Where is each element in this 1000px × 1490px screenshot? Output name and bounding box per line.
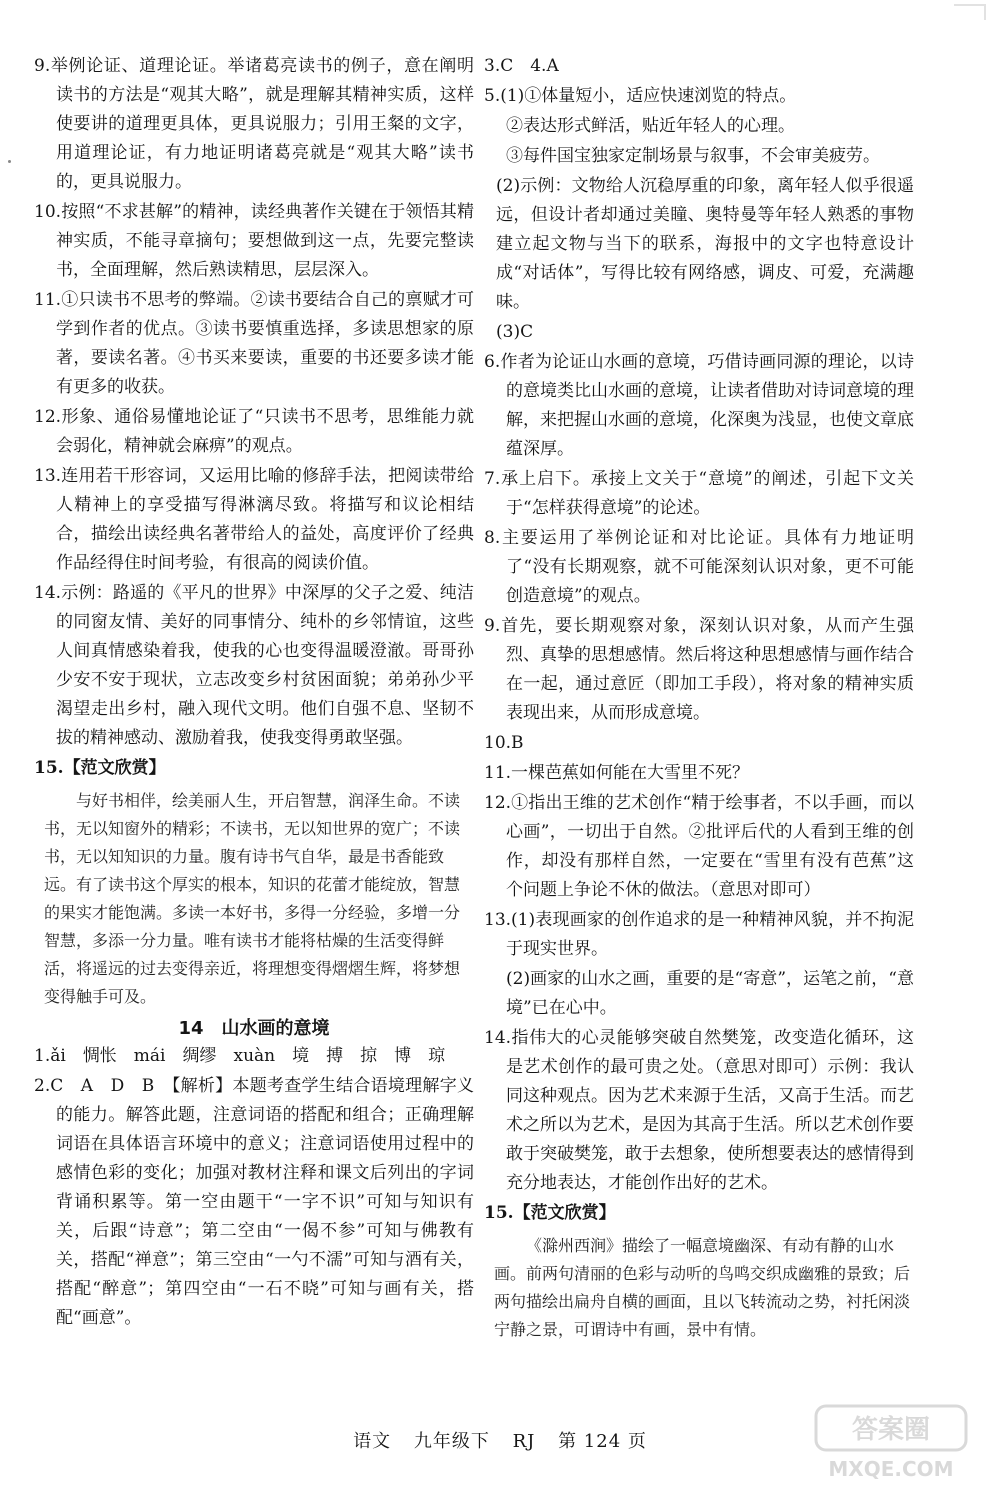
model-essay-poem: 《滁州西涧》描绘了一幅意境幽深、有动有静的山水画。前两句清丽的色彩与动听的鸟鸣交织成幽雅的景致；后两句描绘出扁舟自横的画面，且以飞转流动之势，衬托闲淡宁静之景，可谓诗中有画，景中有情。 (494, 1236, 911, 1339)
answer-12-right: 12.①指出王维的艺术创作“精于绘事者，不以手画，而以心画”，一切出于自然。②批评后代的人看到王维的创作，却没有那样自然，一定要在“雪里有没有芭蕉”这个问题上争论不休的做法。（意思对即可） (484, 793, 914, 900)
answer-15-label: 15.【范文欣赏】 (34, 758, 166, 778)
answer-14: 14.示例：路遥的《平凡的世界》中深厚的父子之爱、纯洁的同窗友情、美好的同事情分、纯朴的乡邻情谊，这些人间真情感染着我，使我的心也变得温暖澄澈。哥哥孙少安不安于现状，立志改变乡村贫困面貌；弟弟孙少平渴望走出乡村，融入现代文明。他们自强不息、坚韧不拔的精神感动、激励着我，使我变得勇敢坚强。 (34, 583, 474, 748)
section-title: 14 山水画的意境 (178, 1018, 330, 1039)
answer-5-3: (3)C (496, 322, 534, 342)
answer-10: 10.按照“不求甚解”的精神，读经典著作关键在于领悟其精神实质，不能寻章摘句；要想做到这一点，先要完整读书，全面理解，然后熟读精思，层层深入。 (34, 202, 474, 280)
footer-subject: 语文 (353, 1431, 392, 1452)
answer-9-right: 9.首先，要长期观察对象，深刻认识对象，从而产生强烈、真挚的思想感情。然后将这种思想感情与画作结合在一起，通过意匠（即加工手段），将对象的精神实质表现出来，从而形成意境。 (484, 616, 914, 723)
section-answer-1: 1.ǎi 惆怅 mái 绸缪 xuàn 境 搏 掠 博 琼 (34, 1046, 446, 1066)
footer-page-number: 第 124 页 (558, 1431, 647, 1452)
answer-10-right: 10.B (484, 733, 524, 753)
answer-15-right-label: 15.【范文欣赏】 (484, 1203, 616, 1223)
answer-11-right: 11.一棵芭蕉如何能在大雪里不死？ (484, 763, 750, 783)
answer-5-1-c: ③每件国宝独家定制场景与叙事，不会审美疲劳。 (506, 146, 880, 166)
answer-13: 13.连用若干形容词，又运用比喻的修辞手法，把阅读带给人精神上的享受描写得淋漓尽致。将描写和议论相结合，描绘出读经典名著带给人的益处，高度评价了经典作品经得住时间考验，有很高的阅读价值。 (34, 466, 474, 573)
left-column (34, 52, 474, 1334)
footer-edition: RJ (512, 1431, 536, 1452)
answer-5-1-b: ②表达形式鲜活，贴近年轻人的心理。 (506, 116, 795, 136)
answer-9: 9.举例论证、道理论证。举诸葛亮读书的例子，意在阐明读书的方法是“观其大略”，就是理解其精神实质，这样使要讲的道理更具体，更具说服力；引用王粲的文字，用道理论证，有力地证明诸葛亮就是“观其大略”读书的，更具说服力。 (34, 56, 474, 192)
answer-14-right: 14.指伟大的心灵能够突破自然樊笼，改变造化循环，这是艺术创作的最可贵之处。（意思对即可）示例：我认同这种观点。因为艺术来源于生活，又高于生活。而艺术之所以为艺术，是因为其高于生活。所以艺术创作要敢于突破樊笼，敢于去想象，使所想要表达的感情得到充分地表达，才能创作出好的艺术。 (484, 1028, 914, 1193)
answer-11: 11.①只读书不思考的弊端。②读书要结合自己的禀赋才可学到作者的优点。③读书要慎重选择，多读思想家的原著，要读名著。④书买来要读，重要的书还要多读才能有更多的收获。 (34, 290, 474, 397)
answer-13-1: 13.(1)表现画家的创作追求的是一种精神风貌，并不拘泥于现实世界。 (484, 910, 914, 959)
answer-12: 12.形象、通俗易懂地论证了“只读书不思考，思维能力就会弱化，精神就会麻痹”的观点。 (34, 407, 474, 456)
corner-mark (954, 4, 986, 20)
answer-3-4: 3.C 4.A (484, 56, 559, 76)
answer-8: 8.主要运用了举例论证和对比论证。具体有力地证明了“没有长期观察，就不可能深刻认识对象，更不可能创造意境”的观点。 (484, 528, 914, 606)
answer-6: 6.作者为论证山水画的意境，巧借诗画同源的理论，以诗的意境类比山水画的意境，让读者借助对诗词意境的理解，来把握山水画的意境，化深奥为浅显，也使文章底蕴深厚。 (484, 352, 914, 459)
answer-13-2: (2)画家的山水之画，重要的是“寄意”，运笔之前，“意境”已在心中。 (506, 969, 914, 1018)
margin-dot (8, 160, 11, 163)
answer-5-1-a: 5.(1)①体量短小，适应快速浏览的特点。 (484, 86, 797, 106)
footer-grade: 九年级下 (413, 1431, 490, 1452)
watermark-text: MXQE.COM (828, 1457, 954, 1481)
watermark-label: 答案圈 (851, 1415, 931, 1445)
right-column (484, 52, 914, 1346)
answer-7: 7.承上启下。承接上文关于“意境”的阐述，引起下文关于“怎样获得意境”的论述。 (484, 469, 914, 518)
model-essay-reading: 与好书相伴，绘美丽人生，开启智慧，润泽生命。不读书，无以知窗外的精彩；不读书，无以知世界的宽广；不读书，无以知知识的力量。腹有诗书气自华，最是书香能致远。有了读书这个厚实的根本，知识的花蕾才能绽放，智慧的果实才能饱满。多读一本好书，多得一分经验，多增一分智慧，多添一分力量。唯有读书才能将枯燥的生活变得鲜活，将遥远的过去变得亲近，将理想变得熠熠生辉，将梦想变得触手可及。 (44, 791, 461, 1006)
section-answer-2: 2.C A D B 【解析】本题考查学生结合语境理解字义的能力。解答此题，注意词语的搭配和组合；正确理解词语在具体语言环境中的意义；注意词语使用过程中的感情色彩的变化；加强对教材注释和课文后列出的字词背诵积累等。第一空由题干“一字不识”可知与知识有关，后跟“诗意”；第二空由“一偈不参”可知与佛教有关，搭配“禅意”；第三空由“一勺不濡”可知与酒有关，搭配“醉意”；第四空由“一石不晓”可知与画有关，搭配“画意”。 (34, 1076, 474, 1328)
answer-5-2: (2)示例：文物给人沉稳厚重的印象，离年轻人似乎很遥远，但设计者却通过美瞳、奥特曼等年轻人熟悉的事物建立起文物与当下的联系，海报中的文字也特意设计成“对话体”，写得比较有网络感，调皮、可爱，充满趣味。 (496, 176, 914, 312)
watermark-logo (808, 1400, 978, 1486)
